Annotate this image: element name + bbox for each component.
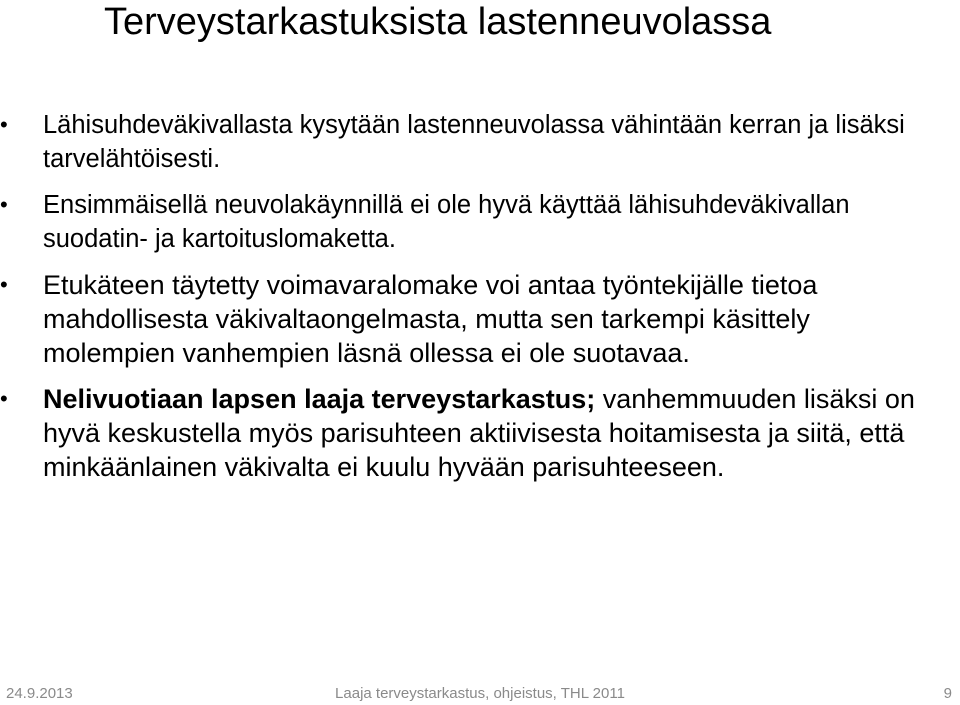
bullet-icon: •	[0, 192, 8, 217]
slide-footer	[0, 684, 960, 704]
bullet-text: Etukäteen täytetty voimavaralomake voi antaa työntekijälle tietoa mahdollisesta väkivaltaongelmasta, mutta sen tarkempi käsittely molempien vanhempien läsnä ollessa ei ole suotavaa.	[43, 270, 818, 368]
bullet-item	[0, 188, 960, 256]
bullet-text	[43, 382, 940, 484]
bullet-icon: •	[0, 112, 8, 137]
bullet-item	[0, 382, 960, 484]
bullet-item	[0, 108, 960, 176]
bullet-bold-lead: Nelivuotiaan lapsen laaja terveystarkastus;	[43, 384, 596, 414]
slide-title: Terveystarkastuksista lastenneuvolassa	[104, 1, 772, 43]
bullet-text: Lähisuhdeväkivallasta kysytään lastenneuvolassa vähintään kerran ja lisäksi tarvelähtöisesti.	[43, 111, 905, 173]
footer-source: Laaja terveystarkastus, ohjeistus, THL 2011	[335, 685, 625, 702]
bullet-icon: •	[0, 272, 8, 297]
bullet-text: Ensimmäisellä neuvolakäynnillä ei ole hyvä käyttää lähisuhdeväkivallan suodatin- ja kartoituslomaketta.	[43, 191, 850, 253]
bullet-icon: •	[0, 386, 8, 411]
page-number: 9	[943, 685, 952, 702]
bullet-text-rest: vanhemmuuden lisäksi on hyvä keskustella myös parisuhteen aktiivisesta hoitamisesta ja siitä, että minkäänlainen väkivalta ei kuulu hyvään parisuhteeseen.	[43, 384, 915, 482]
bullet-item	[0, 268, 960, 370]
footer-date: 24.9.2013	[6, 685, 73, 702]
bullet-list	[0, 108, 960, 496]
